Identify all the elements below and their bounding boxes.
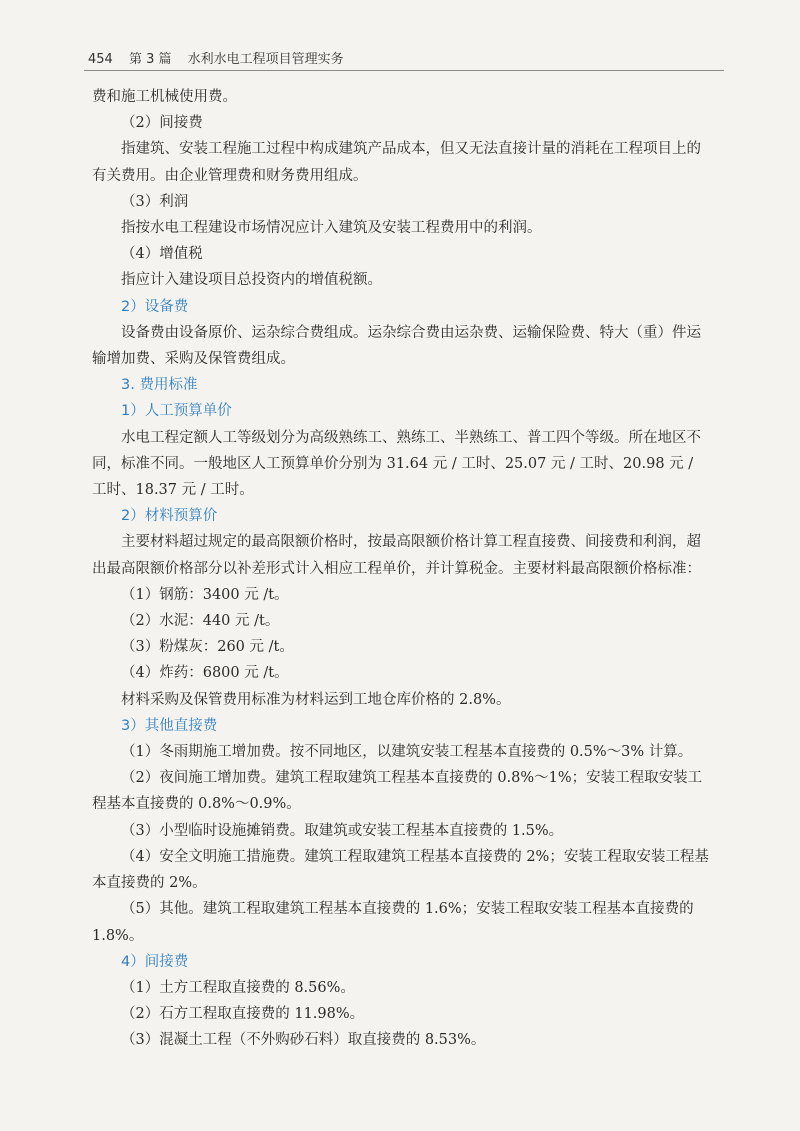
- continued-paragraph: 费和施工机械使用费。: [92, 89, 237, 105]
- section-heading: 1）人工预算单价: [121, 403, 232, 420]
- paragraph: 指建筑、安装工程施工过程中构成建筑产品成本，但又无法直接计量的消耗在工程项目上的有关费用。由企业管理费和财务费用组成。: [92, 141, 701, 184]
- paragraph: （4）安全文明施工措施费。建筑工程取建筑工程基本直接费的 2%；安装工程取安装工程基本直接费的 2%。: [92, 848, 709, 892]
- list-item: （3）粉煤灰：260 元 /t。: [121, 639, 294, 656]
- list-item: （1）钢筋：3400 元 /t。: [121, 586, 289, 603]
- list-item: （2）水泥：440 元 /t。: [121, 613, 280, 630]
- list-item: （2）间接费: [121, 115, 203, 132]
- section-heading: 3. 费用标准: [121, 377, 198, 394]
- paragraph: 指按水电工程建设市场情况应计入建筑及安装工程费用中的利润。: [121, 220, 542, 237]
- section-heading: 3）其他直接费: [121, 717, 218, 734]
- paragraph: （5）其他。建筑工程取建筑工程基本直接费的 1.6%；安装工程取安装工程基本直接费的 1.8%。: [92, 901, 694, 944]
- section-heading: 4）间接费: [121, 953, 189, 970]
- paragraph: （3）小型临时设施摊销费。取建筑或安装工程基本直接费的 1.5%。: [121, 822, 564, 839]
- page-number: 454: [88, 52, 113, 67]
- paragraph: 指应计入建设项目总投资内的增值税额。: [121, 272, 382, 289]
- list-item: （2）石方工程取直接费的 11.98%。: [121, 1006, 365, 1023]
- header-rule: [84, 70, 724, 71]
- section-heading: 2）设备费: [121, 298, 189, 315]
- list-item: （3）混凝土工程（不外购砂石料）取直接费的 8.53%。: [121, 1032, 486, 1049]
- page-body: [92, 84, 712, 1054]
- list-item: （3）利润: [121, 193, 189, 210]
- page-header: [88, 48, 728, 67]
- list-item: （4）增值税: [121, 246, 203, 263]
- paragraph: 设备费由设备原价、运杂综合费组成。运杂综合费由运杂费、运输保险费、特大（重）件运输增加费、采购及保管费组成。: [92, 324, 701, 368]
- paragraph: 水电工程定额人工等级划分为高级熟练工、熟练工、半熟练工、普工四个等级。所在地区不同，标准不同。一般地区人工预算单价分别为 31.64 元 / 工时、25.07 元 / 工时、20.98 元 / 工时、18.37 元 / 工时。: [92, 429, 701, 499]
- paragraph: （1）冬雨期施工增加费。按不同地区，以建筑安装工程基本直接费的 0.5%～3% 计算。: [121, 744, 693, 761]
- list-item: （1）土方工程取直接费的 8.56%。: [121, 979, 355, 996]
- list-item: （4）炸药：6800 元 /t。: [121, 665, 289, 682]
- book-title: 水利水电工程项目管理实务: [187, 52, 344, 67]
- paragraph: 主要材料超过规定的最高限额价格时，按最高限额价格计算工程直接费、间接费和利润，超出最高限额价格部分以补差形式计入相应工程单价，并计算税金。主要材料最高限额价格标准：: [92, 534, 701, 577]
- paragraph: （2）夜间施工增加费。建筑工程取建筑工程基本直接费的 0.8%～1%；安装工程取安装工程基本直接费的 0.8%～0.9%。: [92, 770, 703, 813]
- part-label: 第 3 篇: [128, 52, 172, 67]
- paragraph: 材料采购及保管费用标准为材料运到工地仓库价格的 2.8%。: [121, 691, 511, 708]
- section-heading: 2）材料预算价: [121, 508, 218, 525]
